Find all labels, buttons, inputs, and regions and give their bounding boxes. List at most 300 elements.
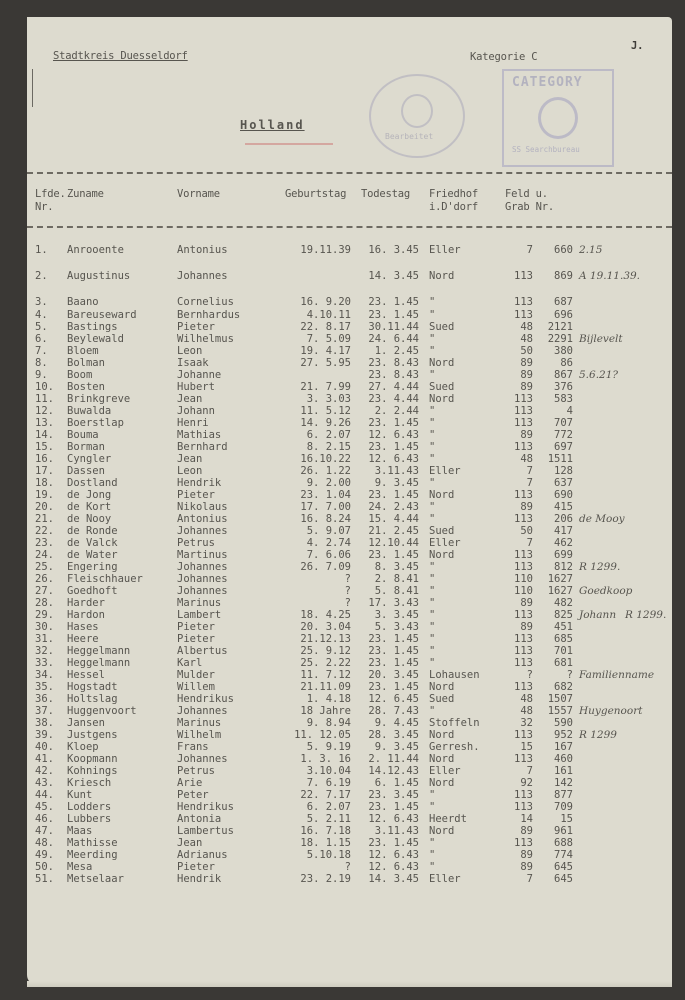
cell-birth: 4.10.11 xyxy=(306,309,351,321)
cell-nr: 32. xyxy=(35,645,54,657)
cell-cemetery: Sued xyxy=(429,321,455,333)
cell-firstname: Johannes xyxy=(177,573,228,585)
cell-nr: 16. xyxy=(35,453,54,465)
cell-birth: 11. 12.05 xyxy=(294,729,351,741)
cell-firstname: Johannes xyxy=(177,753,228,765)
cell-field: 89 xyxy=(520,501,533,513)
cell-surname: Holtslag xyxy=(67,693,118,705)
cell-grave: 690 xyxy=(554,489,573,501)
handwritten-note: Familienname xyxy=(579,669,655,681)
cell-firstname: Johanne xyxy=(177,369,222,381)
cell-field: 89 xyxy=(520,369,533,381)
cell-firstname: Leon xyxy=(177,465,203,477)
cell-death: 3.11.43 xyxy=(374,465,419,477)
cell-nr: 19. xyxy=(35,489,54,501)
handwritten-note: Johann xyxy=(579,609,617,621)
cell-field: 14 xyxy=(520,813,533,825)
cell-death: 5. 8.41 xyxy=(374,585,419,597)
cell-surname: de Nooy xyxy=(67,513,112,525)
cell-death: 14. 3.45 xyxy=(368,873,419,885)
cell-cemetery: Nord xyxy=(429,357,455,369)
cell-nr: 20. xyxy=(35,501,54,513)
cell-birth: 5. 2.11 xyxy=(306,813,351,825)
cell-field: 89 xyxy=(520,861,533,873)
cell-cemetery: " xyxy=(429,369,436,381)
cell-surname: Justgens xyxy=(67,729,118,741)
cell-surname: Heggelmann xyxy=(67,657,131,669)
cell-nr: 23. xyxy=(35,537,54,549)
cell-grave: 685 xyxy=(554,633,573,645)
handwritten-note: Huygenoort xyxy=(579,705,643,717)
cell-death: 12. 6.43 xyxy=(368,849,419,861)
cell-cemetery: Nord xyxy=(429,825,455,837)
cell-nr: 40. xyxy=(35,741,54,753)
cell-cemetery: Eller xyxy=(429,244,461,256)
cell-surname: Fleischhauer xyxy=(67,573,143,585)
cell-field: 113 xyxy=(514,405,533,417)
cell-surname: Boerstlap xyxy=(67,417,124,429)
handwritten-note: 5.6.21? xyxy=(579,369,619,381)
cell-nr: 34. xyxy=(35,669,54,681)
cell-cemetery: " xyxy=(429,417,436,429)
cell-birth: 16. 8.24 xyxy=(300,513,351,525)
cell-field: 113 xyxy=(514,513,533,525)
cell-field: 113 xyxy=(514,609,533,621)
cell-grave: 696 xyxy=(554,309,573,321)
cell-nr: 29. xyxy=(35,609,54,621)
cell-birth: 16.10.22 xyxy=(300,453,351,465)
cell-death: 20. 3.45 xyxy=(368,669,419,681)
cell-field: 113 xyxy=(514,296,533,308)
cell-death: 9. 3.45 xyxy=(374,477,419,489)
cell-grave: 877 xyxy=(554,789,573,801)
cell-grave: 688 xyxy=(554,837,573,849)
cell-firstname: Willem xyxy=(177,681,215,693)
cell-nr: 10. xyxy=(35,381,54,393)
cell-nr: 11. xyxy=(35,393,54,405)
cell-birth: ? xyxy=(344,573,351,585)
cell-death: 12. 6.43 xyxy=(368,813,419,825)
cell-surname: Lubbers xyxy=(67,813,112,825)
cell-grave: 482 xyxy=(554,597,573,609)
cell-surname: Koopmann xyxy=(67,753,118,765)
cell-field: 92 xyxy=(520,777,533,789)
cell-birth: 4. 2.74 xyxy=(306,537,351,549)
cell-surname: Heere xyxy=(67,633,99,645)
cell-firstname: Arie xyxy=(177,777,203,789)
cell-surname: Beylewald xyxy=(67,333,124,345)
cell-cemetery: Nord xyxy=(429,777,455,789)
table-row xyxy=(27,270,672,284)
cell-nr: 27. xyxy=(35,585,54,597)
cell-nr: 25. xyxy=(35,561,54,573)
cell-grave: 15 xyxy=(560,813,573,825)
cell-birth: ? xyxy=(344,861,351,873)
cell-birth: 9. 2.00 xyxy=(306,477,351,489)
cell-nr: 37. xyxy=(35,705,54,717)
cell-grave: 2121 xyxy=(547,321,573,333)
cell-death: 12. 6.45 xyxy=(368,693,419,705)
cell-cemetery: Nord xyxy=(429,549,455,561)
cell-field: 110 xyxy=(514,585,533,597)
cell-firstname: Antonius xyxy=(177,513,228,525)
cell-death: 23. 1.45 xyxy=(368,296,419,308)
cell-birth: 25. 2.22 xyxy=(300,657,351,669)
cell-surname: Dassen xyxy=(67,465,105,477)
cell-birth: 18 Jahre xyxy=(300,705,351,717)
cell-firstname: Adrianus xyxy=(177,849,228,861)
cell-surname: Engering xyxy=(67,561,118,573)
cell-field: 113 xyxy=(514,393,533,405)
cell-birth: 26. 1.22 xyxy=(300,465,351,477)
cell-firstname: Johannes xyxy=(177,705,228,717)
cell-grave: 660 xyxy=(554,244,573,256)
cell-grave: 961 xyxy=(554,825,573,837)
cell-surname: Jansen xyxy=(67,717,105,729)
cell-firstname: Martinus xyxy=(177,549,228,561)
cell-birth: 7. 6.06 xyxy=(306,549,351,561)
cell-grave: 1627 xyxy=(547,573,573,585)
cell-birth: 14. 9.26 xyxy=(300,417,351,429)
col-header-death: Todestag xyxy=(361,188,410,200)
cell-firstname: Karl xyxy=(177,657,203,669)
cell-surname: Mathisse xyxy=(67,837,118,849)
cell-field: 50 xyxy=(520,525,533,537)
cell-nr: 3. xyxy=(35,296,48,308)
document-page xyxy=(27,17,672,985)
cell-cemetery: Heerdt xyxy=(429,813,467,825)
cell-nr: 15. xyxy=(35,441,54,453)
cell-birth: 11. 5.12 xyxy=(300,405,351,417)
cell-surname: Maas xyxy=(67,825,93,837)
cell-field: 113 xyxy=(514,633,533,645)
cell-nr: 2. xyxy=(35,270,48,282)
cell-birth: 22. 8.17 xyxy=(300,321,351,333)
cell-surname: Boom xyxy=(67,369,93,381)
category-stamp-footer: SS Searchbureau xyxy=(512,145,580,154)
cell-death: 23. 1.45 xyxy=(368,801,419,813)
cell-death: 23. 4.44 xyxy=(368,393,419,405)
cell-firstname: Hendrikus xyxy=(177,693,234,705)
cell-grave: 699 xyxy=(554,549,573,561)
table-header-rule xyxy=(27,226,672,228)
cell-cemetery: Nord xyxy=(429,270,455,282)
cell-death: 23. 8.43 xyxy=(368,357,419,369)
cell-firstname: Jean xyxy=(177,393,203,405)
cell-cemetery: " xyxy=(429,645,436,657)
cell-field: 113 xyxy=(514,549,533,561)
cell-surname: Cyngler xyxy=(67,453,112,465)
cell-field: 113 xyxy=(514,681,533,693)
cell-death: 23. 1.45 xyxy=(368,681,419,693)
cell-field: 48 xyxy=(520,705,533,717)
cell-birth: 1. 3. 16 xyxy=(300,753,351,765)
cell-death: 6. 1.45 xyxy=(374,777,419,789)
cell-birth: 3.10.04 xyxy=(306,765,351,777)
cell-birth: ? xyxy=(344,597,351,609)
round-stamp-text: Bearbeitet xyxy=(385,132,434,141)
cell-firstname: Antonius xyxy=(177,244,228,256)
cell-death: 3. 3.45 xyxy=(374,609,419,621)
cell-birth: 26. 7.09 xyxy=(300,561,351,573)
cell-grave: 701 xyxy=(554,645,573,657)
cell-death: 15. 4.44 xyxy=(368,513,419,525)
handwritten-note: A 19.11.39. xyxy=(579,270,641,282)
cell-grave: 637 xyxy=(554,477,573,489)
cell-field: 113 xyxy=(514,729,533,741)
cell-birth: 1. 4.18 xyxy=(306,693,351,705)
cell-nr: 35. xyxy=(35,681,54,693)
cell-birth: 18. 4.25 xyxy=(300,609,351,621)
cell-nr: 50. xyxy=(35,861,54,873)
cell-death: 28. 7.43 xyxy=(368,705,419,717)
cell-death: 9. 3.45 xyxy=(374,741,419,753)
cell-grave: 167 xyxy=(554,741,573,753)
document-title: Holland xyxy=(240,118,305,132)
cell-nr: 47. xyxy=(35,825,54,837)
cell-death: 23. 1.45 xyxy=(368,657,419,669)
col-header-firstname: Vorname xyxy=(177,188,220,200)
cell-field: 7 xyxy=(526,537,533,549)
cell-cemetery: " xyxy=(429,801,436,813)
cell-grave: 687 xyxy=(554,296,573,308)
cell-death: 23. 3.45 xyxy=(368,789,419,801)
cell-surname: Bolman xyxy=(67,357,105,369)
cell-cemetery: Sued xyxy=(429,381,455,393)
cell-firstname: Johann xyxy=(177,405,215,417)
cell-nr: 24. xyxy=(35,549,54,561)
title-red-underline xyxy=(245,143,333,145)
cell-cemetery: Eller xyxy=(429,873,461,885)
cell-firstname: Henri xyxy=(177,417,209,429)
table-row xyxy=(27,244,672,258)
cell-field: 113 xyxy=(514,753,533,765)
cell-birth: 3. 3.03 xyxy=(306,393,351,405)
cell-field: 89 xyxy=(520,597,533,609)
cell-birth: 23. 1.04 xyxy=(300,489,351,501)
cell-grave: 1511 xyxy=(547,453,573,465)
cell-firstname: Bernhard xyxy=(177,441,228,453)
cell-surname: Bastings xyxy=(67,321,118,333)
cell-grave: 451 xyxy=(554,621,573,633)
cell-cemetery: " xyxy=(429,501,436,513)
cell-field: 48 xyxy=(520,453,533,465)
cell-cemetery: Lohausen xyxy=(429,669,480,681)
cell-grave: 380 xyxy=(554,345,573,357)
cell-surname: Lodders xyxy=(67,801,112,813)
cell-death: 12. 6.43 xyxy=(368,861,419,873)
cell-cemetery: " xyxy=(429,657,436,669)
cell-nr: 4. xyxy=(35,309,48,321)
cell-surname: Hessel xyxy=(67,669,105,681)
cell-nr: 46. xyxy=(35,813,54,825)
cell-birth: 21.12.13 xyxy=(300,633,351,645)
cell-cemetery: " xyxy=(429,561,436,573)
cell-death: 12.10.44 xyxy=(368,537,419,549)
cell-firstname: Pieter xyxy=(177,489,215,501)
cell-death: 24. 2.43 xyxy=(368,501,419,513)
cell-field: 113 xyxy=(514,789,533,801)
category-stamp-title: CATEGORY xyxy=(512,75,583,90)
col-header-birth: Geburtstag xyxy=(285,188,347,200)
cell-nr: 6. xyxy=(35,333,48,345)
cell-field: 48 xyxy=(520,333,533,345)
cell-field: 89 xyxy=(520,849,533,861)
cell-cemetery: " xyxy=(429,441,436,453)
cell-firstname: Mulder xyxy=(177,669,215,681)
cell-grave: ? xyxy=(566,669,573,681)
round-stamp xyxy=(369,74,465,158)
page-letter: J. xyxy=(631,40,644,52)
cell-grave: 2291 xyxy=(547,333,573,345)
cell-nr: 41. xyxy=(35,753,54,765)
cell-death: 23. 8.43 xyxy=(368,369,419,381)
cell-surname: Harder xyxy=(67,597,105,609)
cell-nr: 8. xyxy=(35,357,48,369)
cell-field: 113 xyxy=(514,441,533,453)
cell-surname: Meerding xyxy=(67,849,118,861)
cell-birth: ? xyxy=(344,585,351,597)
cell-surname: Brinkgreve xyxy=(67,393,131,405)
cell-grave: 1557 xyxy=(547,705,573,717)
cell-firstname: Nikolaus xyxy=(177,501,228,513)
table-row xyxy=(27,296,672,310)
cell-grave: 4 xyxy=(566,405,573,417)
cell-field: 113 xyxy=(514,489,533,501)
cell-cemetery: Eller xyxy=(429,465,461,477)
cell-surname: Augustinus xyxy=(67,270,131,282)
cell-firstname: Petrus xyxy=(177,765,215,777)
cell-firstname: Pieter xyxy=(177,621,215,633)
col-header-grave: Feld u. Grab Nr. xyxy=(505,188,554,213)
cell-grave: 681 xyxy=(554,657,573,669)
cell-birth: 11. 7.12 xyxy=(300,669,351,681)
handwritten-note: de Mooy xyxy=(579,513,625,525)
handwritten-note: 2.15 xyxy=(579,244,603,256)
cell-birth: 19. 4.17 xyxy=(300,345,351,357)
cell-grave: 142 xyxy=(554,777,573,789)
cell-nr: 43. xyxy=(35,777,54,789)
cell-death: 14. 3.45 xyxy=(368,270,419,282)
cell-firstname: Hendrikus xyxy=(177,801,234,813)
cell-nr: 1. xyxy=(35,244,48,256)
cell-firstname: Pieter xyxy=(177,321,215,333)
cell-cemetery: " xyxy=(429,849,436,861)
cell-nr: 13. xyxy=(35,417,54,429)
cell-surname: Hases xyxy=(67,621,99,633)
cell-birth: 7. 6.19 xyxy=(306,777,351,789)
cell-grave: 415 xyxy=(554,501,573,513)
cell-birth: 20. 3.04 xyxy=(300,621,351,633)
cell-birth: 22. 7.17 xyxy=(300,789,351,801)
cell-surname: de Ronde xyxy=(67,525,118,537)
cell-grave: 161 xyxy=(554,765,573,777)
table-top-rule xyxy=(27,172,672,174)
cell-death: 2. 8.41 xyxy=(374,573,419,585)
cell-cemetery: " xyxy=(429,633,436,645)
cell-nr: 45. xyxy=(35,801,54,813)
cell-death: 5. 3.43 xyxy=(374,621,419,633)
cell-death: 12. 6.43 xyxy=(368,453,419,465)
cell-firstname: Marinus xyxy=(177,717,222,729)
cell-death: 1. 2.45 xyxy=(374,345,419,357)
cell-birth: 8. 2.15 xyxy=(306,441,351,453)
cell-cemetery: " xyxy=(429,705,436,717)
cell-cemetery: Eller xyxy=(429,765,461,777)
cell-surname: Anrooente xyxy=(67,244,124,256)
cell-death: 9. 4.45 xyxy=(374,717,419,729)
cell-field: 7 xyxy=(526,873,533,885)
cell-nr: 18. xyxy=(35,477,54,489)
cell-nr: 51. xyxy=(35,873,54,885)
cell-firstname: Cornelius xyxy=(177,296,234,308)
cell-grave: 376 xyxy=(554,381,573,393)
cell-grave: 206 xyxy=(554,513,573,525)
cell-field: 113 xyxy=(514,309,533,321)
cell-grave: 590 xyxy=(554,717,573,729)
cell-firstname: Hubert xyxy=(177,381,215,393)
cell-nr: 26. xyxy=(35,573,54,585)
cell-cemetery: " xyxy=(429,345,436,357)
cell-cemetery: " xyxy=(429,429,436,441)
cell-grave: 709 xyxy=(554,801,573,813)
cell-nr: 36. xyxy=(35,693,54,705)
cell-death: 16. 3.45 xyxy=(368,244,419,256)
cell-grave: 825 xyxy=(554,609,573,621)
cell-nr: 17. xyxy=(35,465,54,477)
cell-birth: 7. 5.09 xyxy=(306,333,351,345)
cell-cemetery: Sued xyxy=(429,693,455,705)
cell-birth: 5.10.18 xyxy=(306,849,351,861)
cell-cemetery: " xyxy=(429,453,436,465)
margin-mark xyxy=(32,69,33,107)
cell-field: 7 xyxy=(526,465,533,477)
cell-grave: 462 xyxy=(554,537,573,549)
cell-cemetery: " xyxy=(429,477,436,489)
cell-cemetery: " xyxy=(429,513,436,525)
category-stamp xyxy=(502,69,614,167)
cell-death: 2. 11.44 xyxy=(368,753,419,765)
cell-field: 7 xyxy=(526,765,533,777)
round-stamp-center xyxy=(401,94,433,128)
cell-cemetery: Nord xyxy=(429,729,455,741)
cell-death: 21. 2.45 xyxy=(368,525,419,537)
cell-birth: 21.11.09 xyxy=(300,681,351,693)
cell-field: 7 xyxy=(526,477,533,489)
cell-surname: Bareuseward xyxy=(67,309,137,321)
cell-birth: 23. 2.19 xyxy=(300,873,351,885)
cell-death: 17. 3.43 xyxy=(368,597,419,609)
cell-grave: 682 xyxy=(554,681,573,693)
cell-grave: 417 xyxy=(554,525,573,537)
cell-nr: 22. xyxy=(35,525,54,537)
cell-field: 89 xyxy=(520,621,533,633)
cell-surname: Goedhoft xyxy=(67,585,118,597)
cell-nr: 7. xyxy=(35,345,48,357)
cell-surname: Huggenvoort xyxy=(67,705,137,717)
cell-surname: Dostland xyxy=(67,477,118,489)
handwritten-note: Goedkoop xyxy=(579,585,633,597)
cell-firstname: Johannes xyxy=(177,525,228,537)
cell-cemetery: " xyxy=(429,621,436,633)
cell-birth: 16. 9.20 xyxy=(300,296,351,308)
cell-firstname: Wilhelmus xyxy=(177,333,234,345)
cell-field: 32 xyxy=(520,717,533,729)
category-stamp-letter-ring xyxy=(538,97,578,139)
cell-firstname: Marinus xyxy=(177,597,222,609)
cell-nr: 44. xyxy=(35,789,54,801)
cell-firstname: Peter xyxy=(177,789,209,801)
